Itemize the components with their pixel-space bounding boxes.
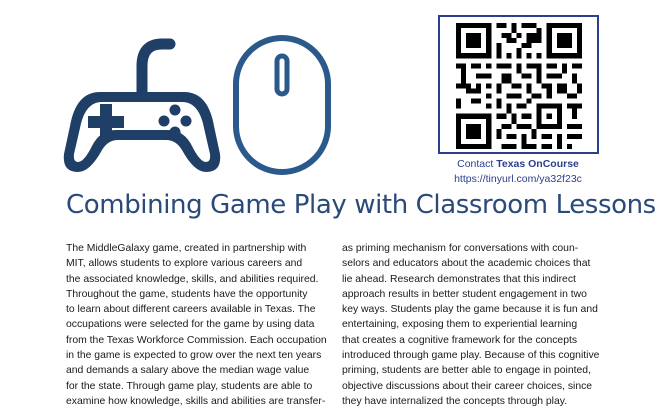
qr-code-icon — [456, 23, 582, 149]
computer-mouse-icon — [232, 34, 332, 176]
contact-url[interactable]: https://tinyurl.com/ya32f23c — [454, 173, 582, 185]
game-controller-icon — [62, 26, 222, 174]
body-column-right: as priming mechanism for conversations with coun- selors and educators about the academic choices that lie ahead. Research demonstrates that this indirect approach results in better student engagement in two key ways. Students play the game because it is fun and entertaining, exposing them to experiential learning that creates a cognitive framework for the concepts introduced through game play. Because of this cognitive priming, students are better able to engage in pointed, objective discussions about their career choices, since they have internalized the concepts through play. — [342, 243, 600, 407]
contact-org: Texas OnCourse — [496, 158, 579, 170]
qr-code-frame[interactable] — [438, 15, 599, 154]
page-title: Combining Game Play with Classroom Lessons — [66, 190, 656, 220]
contact-line — [430, 157, 606, 172]
body-column-left: The MiddleGalaxy game, created in partnership with MIT, allows students to explore various careers and the associated knowledge, skills, and abilities required. Throughout the game, students have the opportunity to learn about different careers available in Texas. The occupations were selected for the game by using data from the Texas Workforce Commission. Each occupation in the game is expected to grow over the next ten years and demands a salary above the median wage value for the state. Through game play, students are able to examine how knowledge, skills and abilities are transfer- — [66, 243, 327, 407]
contact-prefix: Contact — [457, 158, 494, 170]
contact-block — [430, 157, 606, 187]
